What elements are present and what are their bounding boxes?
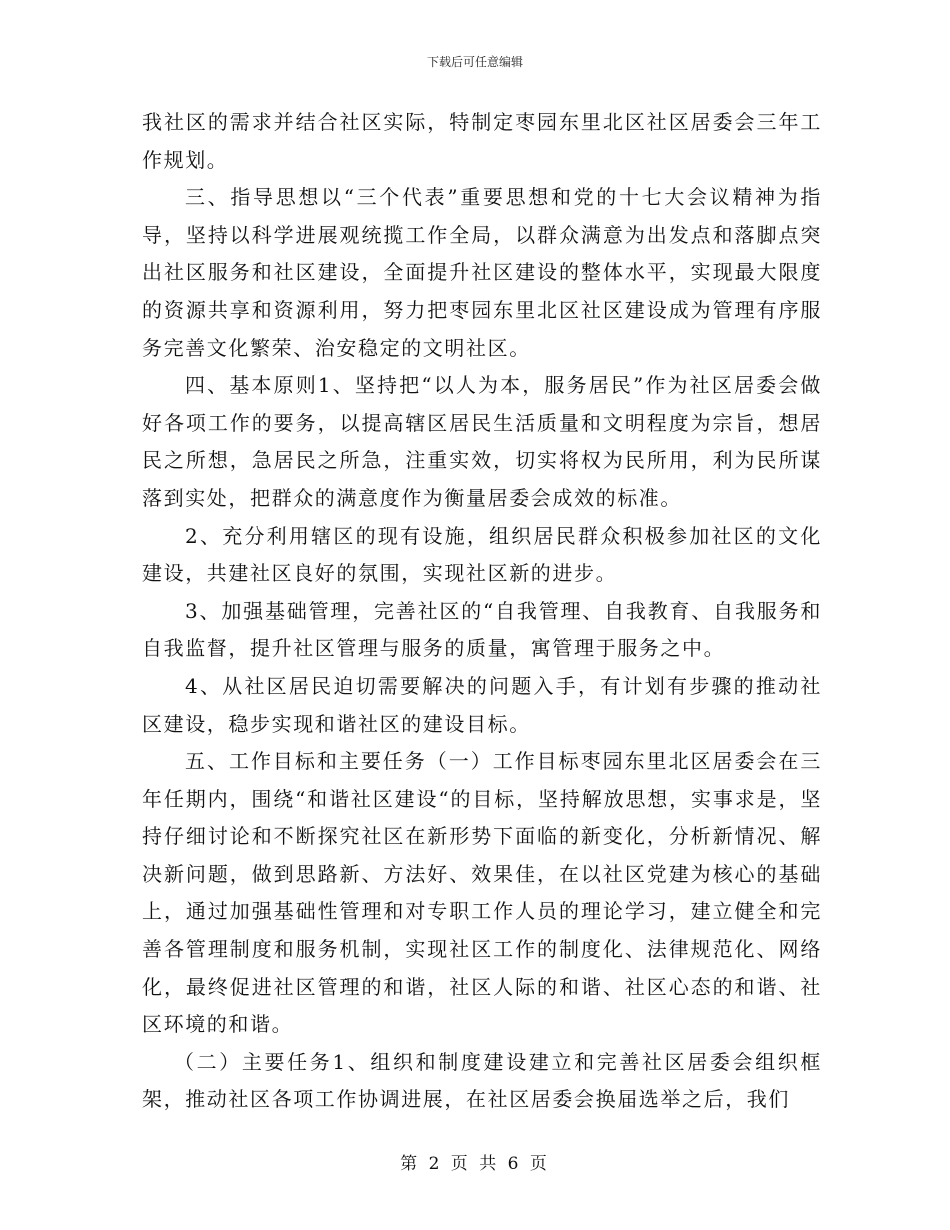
paragraph-guiding-thought: 三、指导思想以“三个代表”重要思想和党的十七大会议精神为指导，坚持以科学进展观统揽工作全局，以群众满意为出发点和落脚点突出社区服务和社区建设，全面提升社区建设的整体水平，实现最大限度的资源共享和资源利用，努力把枣园东里北区社区建设成为管理有序服务完善文化繁荣、治安稳定的文明社区。	[142, 185, 822, 360]
paragraph-main-tasks: （二）主要任务1、组织和制度建设建立和完善社区居委会组织框架，推动社区各项工作协调进展，在社区居委会换届选举之后，我们	[142, 1049, 822, 1112]
document-body	[142, 104, 822, 1119]
paragraph-continuation: 我社区的需求并结合社区实际，特制定枣园东里北区社区居委会三年工作规划。	[142, 110, 822, 172]
paragraph-basic-principles: 四、基本原则1、坚持把“以人为本，服务居民”作为社区居委会做好各项工作的要务，以提高辖区居民生活质量和文明程度为宗旨，想居民之所想，急居民之所急，注重实效，切实将权为民所用，利为民所谋落到实处，把群众的满意度作为衡量居委会成效的标准。	[142, 373, 822, 510]
page-number-footer: 第 2 页 共 6 页	[400, 1154, 550, 1174]
page-header-note: 下载后可任意编辑	[426, 55, 523, 69]
paragraph-work-goals: 五、工作目标和主要任务（一）工作目标枣园东里北区居委会在三年任期内，围绕“和谐社区建设“的目标，坚持解放思想，实事求是，坚持仔细讨论和不断探究社区在新形势下面临的新变化，分析新情况、解决新问题，做到思路新、方法好、效果佳，在以社区党建为核心的基础上，通过加强基础性管理和对专职工作人员的理论学习，建立健全和完善各管理制度和服务机制，实现社区工作的制度化、法律规范化、网络化，最终促进社区管理的和谐，社区人际的和谐、社区心态的和谐、社区环境的和谐。	[142, 749, 822, 1037]
paragraph-principle-3: 3、加强基础管理，完善社区的“自我管理、自我教育、自我服务和自我监督，提升社区管理与服务的质量，寓管理于服务之中。	[142, 598, 822, 661]
paragraph-principle-2: 2、充分利用辖区的现有设施，组织居民群众积极参加社区的文化建设，共建社区良好的氛围，实现社区新的进步。	[142, 523, 822, 586]
paragraph-principle-4: 4、从社区居民迫切需要解决的问题入手，有计划有步骤的推动社区建设，稳步实现和谐社区的建设目标。	[142, 673, 822, 736]
